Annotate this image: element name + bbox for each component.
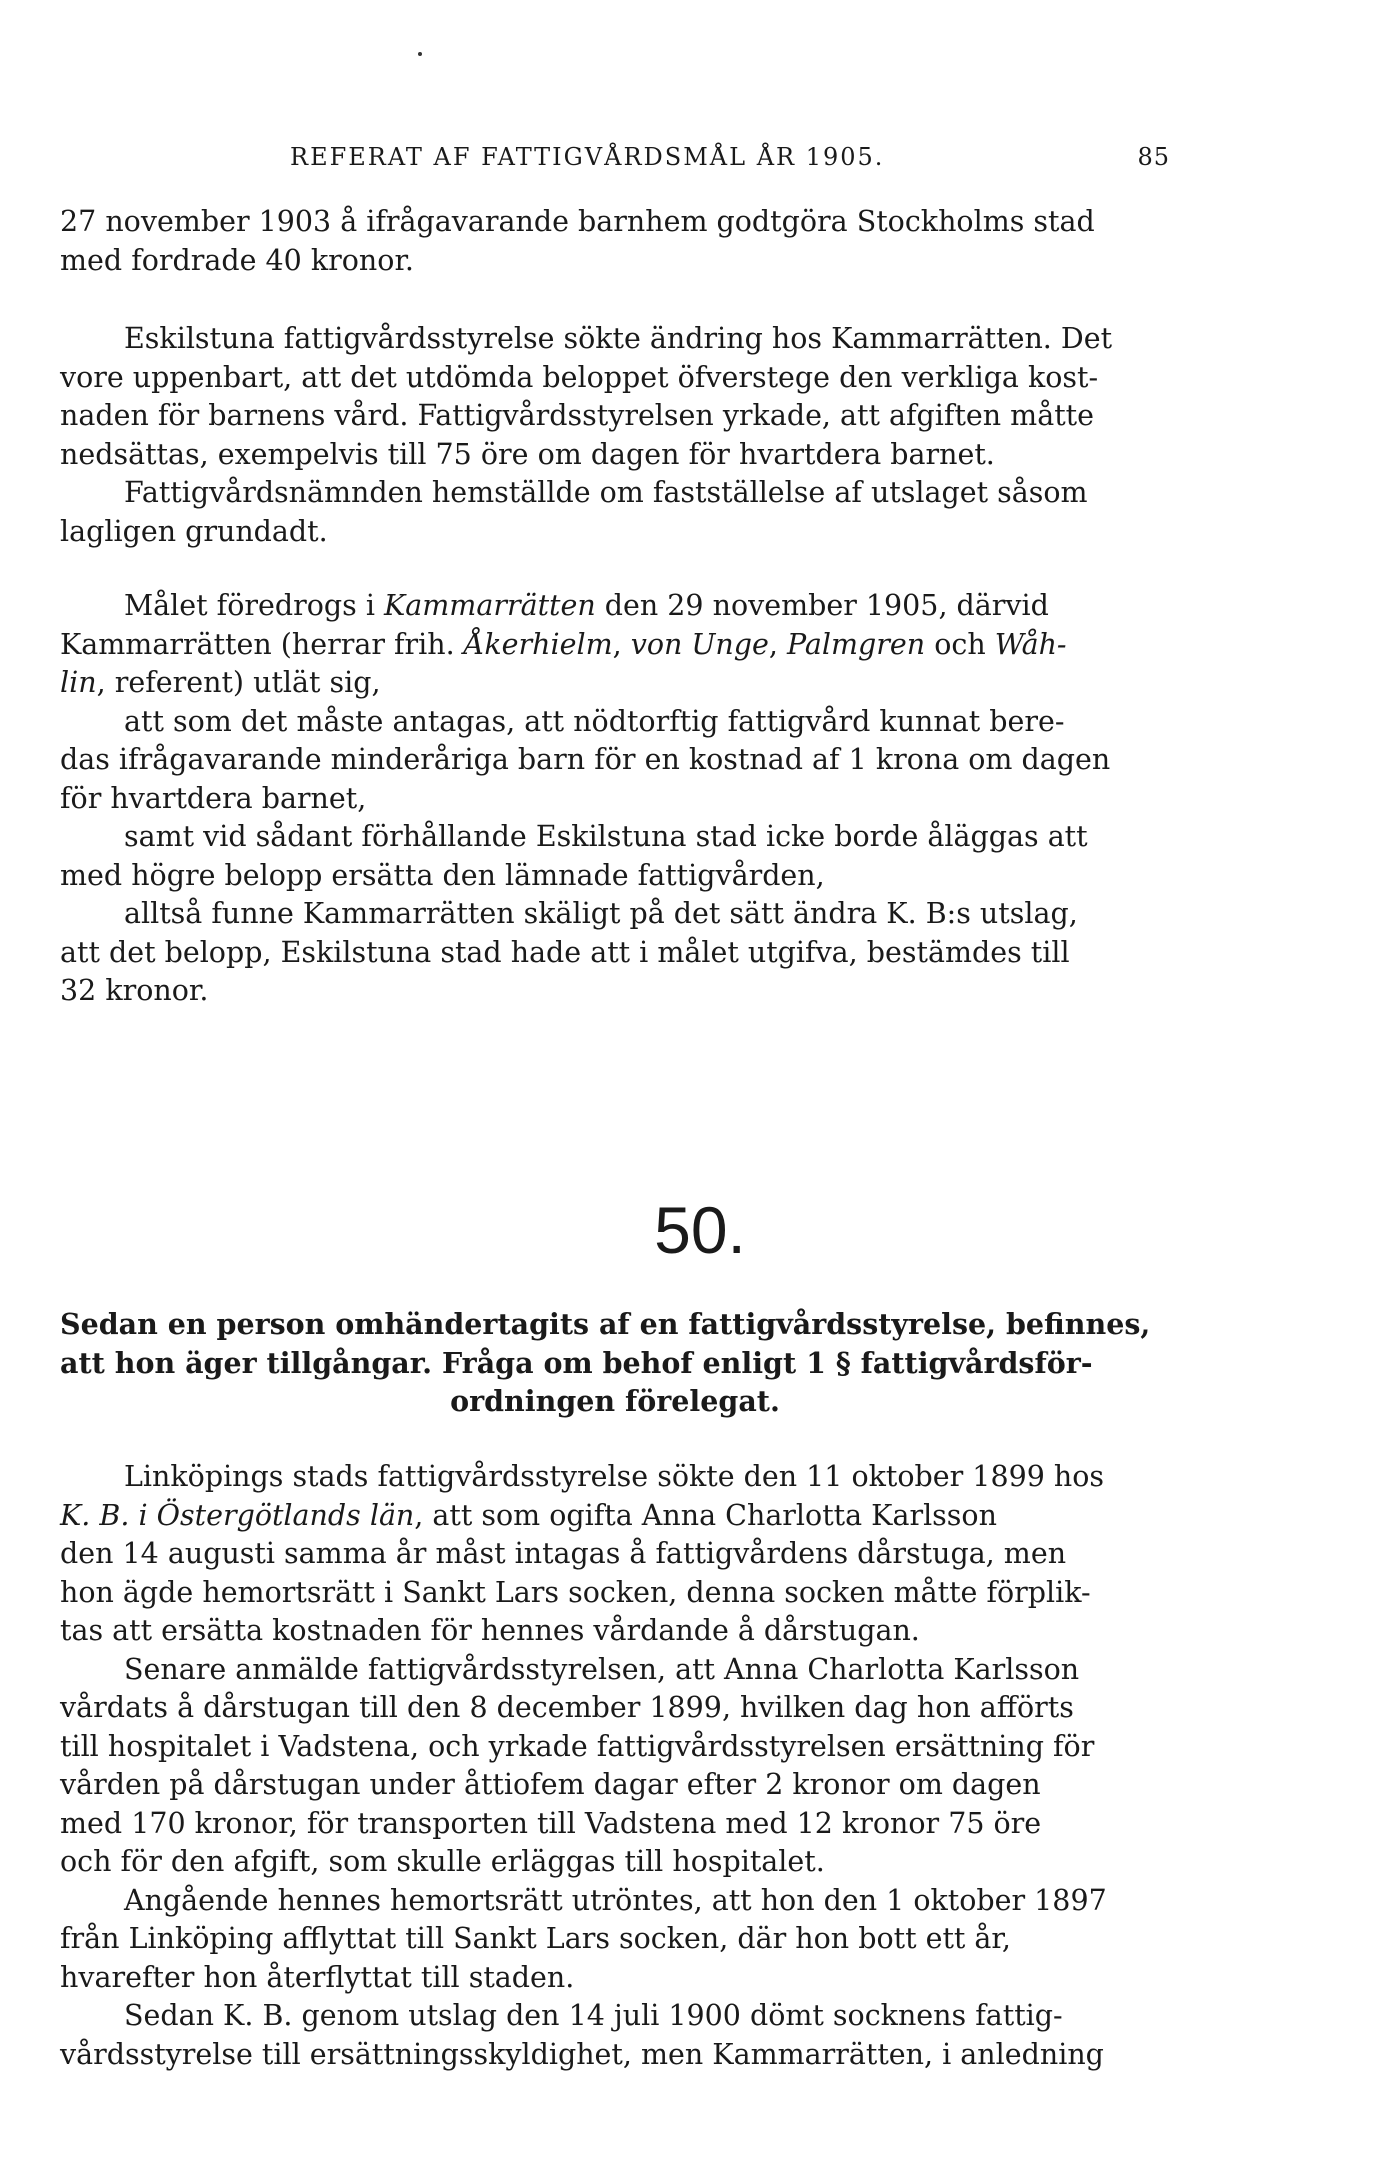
section-caption — [60, 1305, 1170, 1421]
line: med fordrade 40 kronor. — [60, 243, 414, 277]
line: för hvartdera barnet, — [60, 781, 367, 815]
line: das ifrågavarande minderåriga barn för en kostnad af 1 krona om dagen — [60, 743, 1111, 776]
line: att det belopp, Eskilstuna stad hade att i målet utgifva, bestämdes till — [60, 935, 1070, 969]
caption-line: ordningen förelegat. — [450, 1384, 780, 1418]
line: alltså funne Kammarrätten skäligt på det sätt ändra K. B:s utslag, — [124, 897, 1078, 930]
line: med 170 kronor, för transporten till Vadstena med 12 kronor 75 öre — [60, 1806, 1042, 1840]
line: naden för barnens vård. Fattigvårdsstyrelsen yrkade, att afgiften måtte — [60, 399, 1094, 432]
line: nedsättas, exempelvis till 75 öre om dagen för hvartdera barnet. — [60, 437, 995, 471]
line: tas att ersätta kostnaden för hennes vårdande å dårstugan. — [60, 1614, 920, 1647]
line: 32 kronor. — [60, 974, 209, 1007]
page-number: 85 — [1137, 143, 1170, 171]
text: , — [612, 627, 631, 661]
line: Angående hennes hemortsrätt utröntes, att hon den 1 oktober 1897 — [124, 1883, 1107, 1917]
line: Eskilstuna fattigvårdsstyrelse sökte ändring hos Kammarrätten. Det — [124, 322, 1113, 355]
text: Målet föredrogs i — [124, 589, 384, 622]
text: och — [925, 627, 995, 661]
judge-name: Åkerhielm — [463, 627, 613, 661]
section-number: 50. — [654, 1193, 746, 1267]
line: den 14 augusti samma år måst intagas å fattigvårdens dårstuga, men — [60, 1537, 1067, 1570]
line: vore uppenbart, att det utdömda beloppet öfverstege den verkliga kost- — [60, 360, 1099, 394]
line: hvarefter hon återflyttat till staden. — [60, 1960, 575, 1994]
line: Senare anmälde fattigvårdsstyrelsen, att Anna Charlotta Karlsson — [124, 1652, 1080, 1686]
text: , att som ogifta Anna Charlotta Karlsson — [414, 1498, 997, 1532]
caption-line: att hon äger tillgångar. Fråga om behof enligt 1 § fattigvårdsför- — [60, 1345, 1093, 1380]
court-name: Kammarrätten — [384, 589, 596, 622]
case-body — [60, 1458, 1170, 2074]
authority-name: K. B. i Östergötlands län — [60, 1498, 415, 1532]
line: och för den afgift, som skulle erläggas till hospitalet. — [60, 1845, 825, 1878]
text: Kammarrätten (herrar frih. — [60, 627, 464, 661]
header-title: REFERAT AF FATTIGVÅRDSMÅL ÅR 1905. — [290, 143, 885, 171]
line: vårdats å dårstugan till den 8 december 1899, hvilken dag hon afförts — [60, 1691, 1074, 1724]
line: lagligen grundadt. — [60, 514, 328, 548]
line: från Linköping afflyttat till Sankt Lars socken, där hon bott ett år, — [60, 1922, 1011, 1955]
line: med högre belopp ersätta den lämnade fattigvården, — [60, 858, 825, 892]
line: Linköpings stads fattigvårdsstyrelse sökte den 11 oktober 1899 hos — [124, 1460, 1105, 1493]
judge-name: von Unge — [630, 627, 769, 661]
judge-name: Palmgren — [787, 627, 926, 661]
line: till hospitalet i Vadstena, och yrkade fattigvårdsstyrelsen ersättning för — [60, 1729, 1095, 1763]
line: 27 november 1903 å ifrågavarande barnhem godtgöra Stockholms stad — [60, 205, 1095, 238]
caption-line: Sedan en person omhändertagits af en fattigvårdsstyrelse, befinnes, — [60, 1307, 1151, 1341]
judge-name: lin — [60, 666, 97, 699]
paragraph-decision — [60, 587, 1170, 1011]
line: att som det måste antagas, att nödtorftig fattigvård kunnat bere- — [124, 704, 1065, 738]
running-header — [290, 143, 1170, 173]
judge-name: Wåh- — [994, 627, 1067, 661]
paragraph-eskilstuna — [60, 320, 1170, 551]
line: samt vid sådant förhållande Eskilstuna stad icke borde åläggas att — [124, 820, 1088, 853]
line: vårdsstyrelse till ersättningsskyldighet, men Kammarrätten, i anledning — [60, 2037, 1104, 2071]
line: vården på dårstugan under åttiofem dagar efter 2 kronor om dagen — [60, 1768, 1041, 1801]
line: hon ägde hemortsrätt i Sankt Lars socken, denna socken måtte förplik- — [60, 1575, 1091, 1609]
line: Sedan K. B. genom utslag den 14 juli 1900 dömt socknens fattig- — [124, 1999, 1063, 2032]
text: , referent) utlät sig, — [96, 666, 381, 699]
print-speck — [418, 52, 422, 56]
line: Fattigvårdsnämnden hemställde om fastställelse af utslaget såsom — [124, 476, 1088, 509]
text: , — [768, 627, 788, 661]
paragraph-continuation — [60, 203, 1170, 280]
text: den 29 november 1905, därvid — [595, 589, 1049, 622]
